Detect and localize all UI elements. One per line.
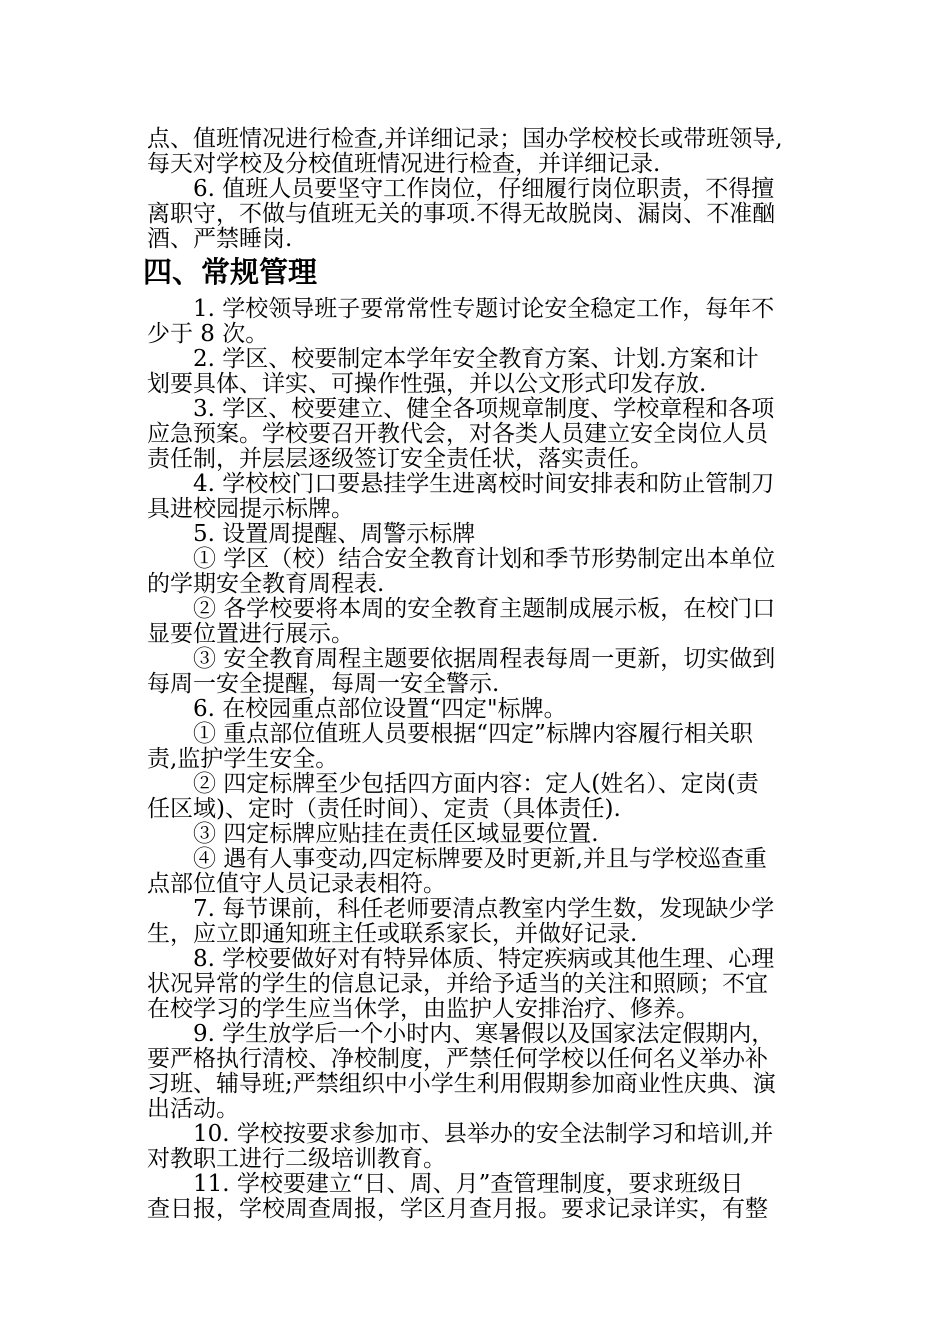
text-line: 点、值班情况进行检查,并详细记录；国办学校校长或带班领导, <box>147 126 783 152</box>
text-line: 2. 学区、校要制定本学年安全教育方案、计划.方案和计 <box>147 346 759 372</box>
text-line: 责,监护学生安全。 <box>147 746 339 772</box>
text-line: 应急预案。学校要召开教代会，对各类人员建立安全岗位人员 <box>147 421 768 447</box>
text-line: 具进校园提示标牌。 <box>147 496 354 522</box>
text-line: 点部位值守人员记录表相符。 <box>147 871 446 897</box>
text-line: 出活动。 <box>147 1096 239 1122</box>
text-line: 状况异常的学生的信息记录，并给予适当的关注和照顾；不宜 <box>147 971 768 997</box>
text-line: ③ 安全教育周程主题要依据周程表每周一更新，切实做到 <box>147 646 776 672</box>
text-line: 11. 学校要建立“日、周、月”查管理制度，要求班级日 <box>147 1171 744 1197</box>
text-line: 查日报，学校周查周报，学区月查月报。要求记录详实，有整 <box>147 1196 768 1222</box>
text-line: 8. 学校要做好对有特异体质、特定疾病或其他生理、心理 <box>147 946 775 972</box>
text-line: 少于 8 次。 <box>147 321 269 347</box>
text-line: 6. 在校园重点部位设置“四定"标牌。 <box>147 696 567 722</box>
text-line: ④ 遇有人事变动,四定标牌要及时更新,并且与学校巡查重 <box>147 846 767 872</box>
text-line: 3. 学区、校要建立、健全各项规章制度、学校章程和各项 <box>147 396 775 422</box>
text-line: ① 重点部位值班人员要根据“四定”标牌内容履行相关职 <box>147 721 753 747</box>
text-line: 9. 学生放学后一个小时内、寒暑假以及国家法定假期内， <box>147 1021 775 1047</box>
text-line: 要严格执行清校、净校制度，严禁任何学校以任何名义举办补 <box>147 1046 768 1072</box>
text-line: 生，应立即通知班主任或联系家长，并做好记录. <box>147 921 638 947</box>
text-line: 1. 学校领导班子要常常性专题讨论安全稳定工作，每年不 <box>147 296 775 322</box>
text-line: ① 学区（校）结合安全教育计划和季节形势制定出本单位 <box>147 546 776 572</box>
text-line: 5. 设置周提醒、周警示标牌 <box>147 521 476 547</box>
text-line: 6. 值班人员要坚守工作岗位，仔细履行岗位职责，不得擅 <box>147 176 775 202</box>
text-line: 责任制，并层层逐级签订安全责任状，落实责任。 <box>147 446 653 472</box>
section-heading: 四、常规管理 <box>143 255 318 289</box>
text-line: 7. 每节课前，科任老师要清点教室内学生数，发现缺少学 <box>147 896 775 922</box>
text-line: 对教职工进行二级培训教育。 <box>147 1146 446 1172</box>
text-line: 的学期安全教育周程表. <box>147 571 385 597</box>
text-line: 在校学习的学生应当休学，由监护人安排治疗、修养。 <box>147 996 699 1022</box>
text-line: ② 四定标牌至少包括四方面内容：定人(姓名）、定岗(责 <box>147 771 759 797</box>
text-line: ② 各学校要将本周的安全教育主题制成展示板，在校门口 <box>147 596 776 622</box>
text-line: 显要位置进行展示。 <box>147 621 354 647</box>
text-line: 任区域)、定时（责任时间）、定责（具体责任). <box>147 796 621 822</box>
text-line: ③ 四定标牌应贴挂在责任区域显要位置. <box>147 821 599 847</box>
text-line: 习班、辅导班;严禁组织中小学生利用假期参加商业性庆典、演 <box>147 1071 776 1097</box>
text-line: 4. 学校校门口要悬挂学生进离校时间安排表和防止管制刀 <box>147 471 775 497</box>
text-line: 划要具体、详实、可操作性强，并以公文形式印发存放. <box>147 371 707 397</box>
text-line: 10. 学校按要求参加市、县举办的安全法制学习和培训,并 <box>147 1121 774 1147</box>
text-line: 离职守，不做与值班无关的事项.不得无故脱岗、漏岗、不准酗 <box>147 201 776 227</box>
text-line: 每天对学校及分校值班情况进行检查，并详细记录. <box>147 151 661 177</box>
text-line: 每周一安全提醒，每周一安全警示. <box>147 671 500 697</box>
text-line: 酒、严禁睡岗. <box>147 226 293 252</box>
